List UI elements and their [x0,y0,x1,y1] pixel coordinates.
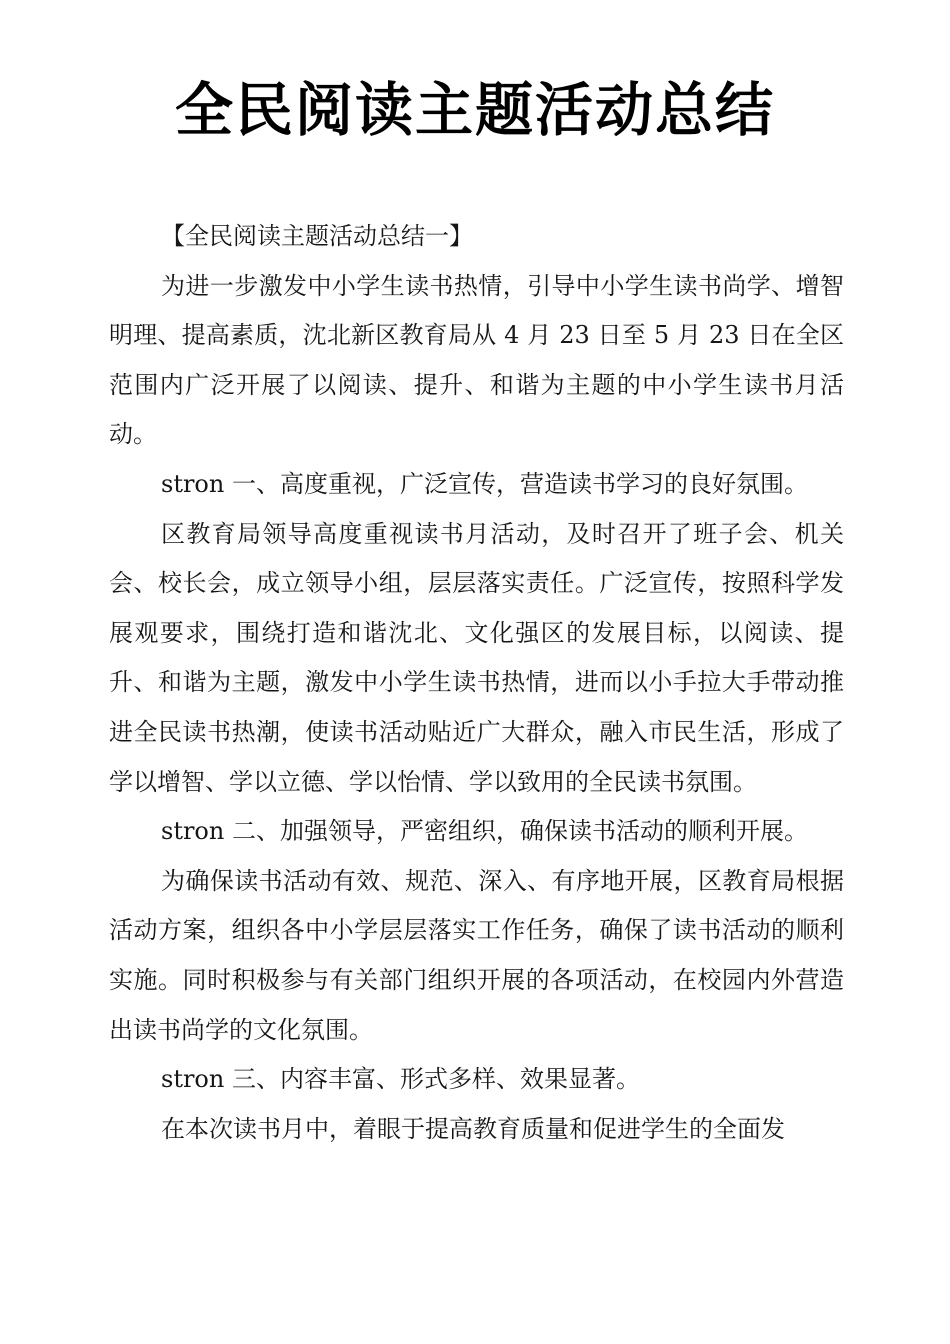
document-body [109,212,844,1154]
subsection-heading: stron 三、内容丰富、形式多样、效果显著。 [161,1065,640,1094]
section-heading: 【全民阅读主题活动总结一】 [161,222,473,250]
paragraph: 为确保读书活动有效、规范、深入、有序地开展，区教育局根据活动方案，组织各中小学层层落实工作任务，确保了读书活动的顺利实施。同时积极参与有关部门组织开展的各项活动，在校园内外营造出读书尚学的文化氛围。 [109,866,844,1044]
subsection-heading: stron 一、高度重视，广泛宣传，营造读书学习的良好氛围。 [161,469,808,498]
paragraph: 在本次读书月中，着眼于提高教育质量和促进学生的全面发 [161,1114,785,1143]
document-title: 全民阅读主题活动总结 [174,76,775,144]
paragraph: 为进一步激发中小学生读书热情，引导中小学生读书尚学、增智明理、提高素质，沈北新区教育局从 4 月 23 日至 5 月 23 日在全区范围内广泛开展了以阅读、提升、和谐为主题的中小学生读书月活动。 [109,271,844,449]
subsection-heading: stron 二、加强领导，严密组织，确保读书活动的顺利开展。 [161,817,808,846]
paragraph: 区教育局领导高度重视读书月活动，及时召开了班子会、机关会、校长会，成立领导小组，层层落实责任。广泛宣传，按照科学发展观要求，围绕打造和谐沈北、文化强区的发展目标，以阅读、提升、和谐为主题，激发中小学生读书热情，进而以小手拉大手带动推进全民读书热潮，使读书活动贴近广大群众，融入市民生活，形成了学以增智、学以立德、学以怡情、学以致用的全民读书氛围。 [109,519,844,796]
